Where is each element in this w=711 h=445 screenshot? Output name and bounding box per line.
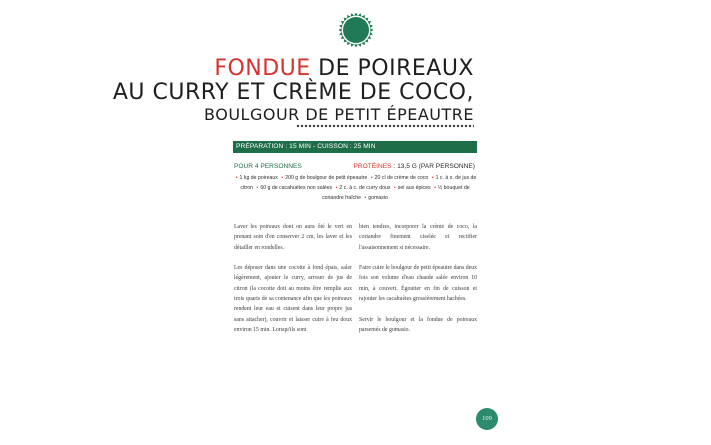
ingredient-item: sel aux épices <box>397 185 431 191</box>
ingredient-item: 1 c. à s. de jus de citron <box>240 175 477 191</box>
bullet-icon: • <box>370 175 373 181</box>
bullet-icon: • <box>364 195 367 201</box>
bullet-icon: • <box>281 175 284 181</box>
ingredient-item: 200 g de boulgour de petit épeautre <box>285 175 368 181</box>
step-paragraph: Servir le boulgour et la fondue de poireaux parsemés de gomasio. <box>359 316 477 333</box>
bullet-icon: • <box>235 175 238 181</box>
bullet-icon: • <box>256 185 259 191</box>
bullet-icon: • <box>335 185 338 191</box>
step-paragraph: Laver les poireaux dont on aura ôté le vert en prenant soin d'en conserver 2 cm, les laver et les détailler en rondelles. <box>234 224 352 251</box>
dotted-divider <box>296 124 474 128</box>
recipe-title-line-1 <box>214 56 474 81</box>
ingredient-item: 1 kg de poireaux <box>239 175 278 181</box>
ingredient-item: gomasio <box>368 195 388 201</box>
servings-label: POUR 4 PERSONNES <box>234 163 302 170</box>
recipe-subtitle: BOULGOUR DE PETIT ÉPEAUTRE <box>204 105 474 124</box>
recipe-title-line-1-rest: DE POIREAUX <box>310 56 474 81</box>
ingredient-item: 60 g de cacahuètes non salées <box>260 185 333 191</box>
ingredient-item: ½ bouquet de coriandre fraîche <box>322 185 470 201</box>
protein-label: PROTÉINES <box>353 163 392 170</box>
recipe-title-line-2: AU CURRY ET CRÈME DE COCO, <box>112 80 474 105</box>
bullet-icon: • <box>431 175 434 181</box>
recipe-title-accent: FONDUE <box>214 56 311 81</box>
protein-value: : 13,5 G (PAR PERSONNE) <box>393 163 475 170</box>
decorative-seal-icon <box>338 12 374 48</box>
step-paragraph: Faire cuire le boulgour de petit épeautre dans deux fois son volume d'eau chaude salée environ 10 min, à couvert. Égoutter en fin de cuisson et rajouter les cacahuètes grossièrement hachées. <box>359 265 477 303</box>
ingredient-item: 2 c. à c. de curry doux <box>339 185 391 191</box>
timing-banner: PRÉPARATION : 15 MIN - CUISSON : 25 MIN <box>233 141 477 153</box>
step-paragraph: Les déposer dans une cocotte à fond épais, saler légèrement, ajouter le curry, arroser de jus de citron (la cocotte doit au moins être remplie aux trois quarts de sa contenance afin que les poireaux rendent leur eau et cuisent dans leur propre jus sans attacher), couvrir et laisser cuire à feu doux environ 15 min. Lorsqu'ils sont <box>234 265 352 333</box>
ingredient-item: 20 cl de crème de coco <box>374 175 429 181</box>
protein-info <box>353 163 475 170</box>
bullet-icon: • <box>393 185 396 191</box>
ingredients-list <box>232 173 478 203</box>
steps-column-right <box>359 222 477 346</box>
step-paragraph: bien tendres, incorporer la crème de coco, la coriandre finement ciselée et rectifier l'assaisonnement si nécessaire. <box>359 224 477 251</box>
bullet-icon: • <box>434 185 436 191</box>
steps-column-left <box>234 222 352 346</box>
page-number: 109 <box>476 408 498 430</box>
